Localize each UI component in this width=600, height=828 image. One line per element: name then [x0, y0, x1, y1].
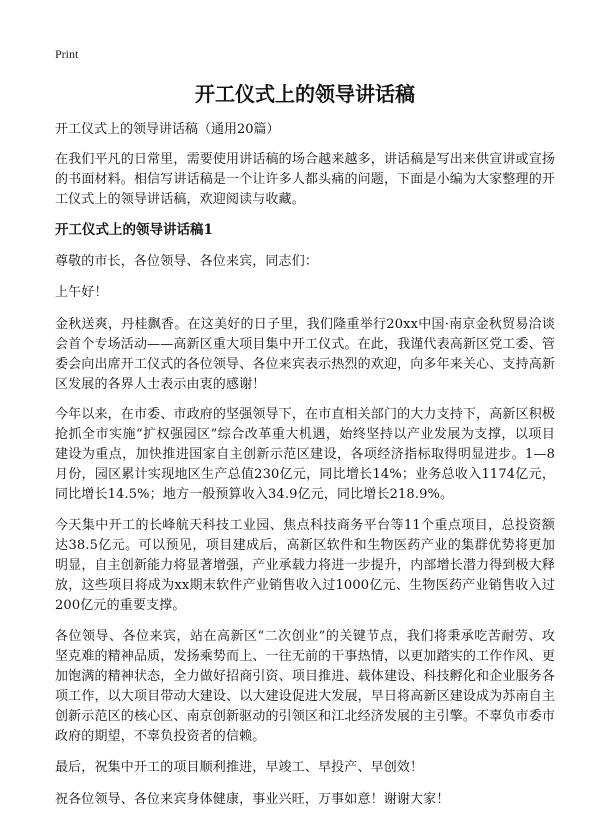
print-link[interactable]: Print	[55, 47, 79, 61]
body-paragraph-2: 今年以来，在市委、市政府的坚强领导下，在市直相关部门的大力支持下，高新区积极抢抓全市实施“扩权强园区”综合改革重大机遇，始终坚持以产业发展为支撑，以项目建设为重点，加快推进国家自主创新示范区建设，各项经济指标取得明显进步。1—8月份，园区累计实现地区生产总值230亿元，同比增长14%；业务总收入1174亿元，同比增长14.5%；地方一般预算收入34.9亿元，同比增长218.9%。	[55, 407, 555, 502]
intro-paragraph: 在我们平凡的日常里，需要使用讲话稿的场合越来越多，讲话稿是写出来供宣讲或宣扬的书面材料。相信写讲话稿是一个让许多人都头痛的问题，下面是小编为大家整理的开工仪式上的领导讲话稿，欢迎阅读与收藏。	[55, 152, 555, 207]
greeting: 上午好！	[55, 285, 108, 300]
document-subtitle: 开工仪式上的领导讲话稿（通用20篇）	[55, 122, 280, 137]
salutation: 尊敬的市长，各位领导、各位来宾，同志们：	[55, 254, 319, 269]
closing-wish: 最后，祝集中开工的项目顺利推进，早竣工、早投产、早创效！	[55, 760, 424, 775]
closing-thanks: 祝各位领导、各位来宾身体健康，事业兴旺，万事如意！谢谢大家！	[55, 792, 450, 807]
page-title: 开工仪式上的领导讲话稿	[195, 82, 415, 106]
body-paragraph-3: 今天集中开工的长峰航天科技工业园、焦点科技商务平台等11个重点项目，总投资额达38.5亿元。可以预见，项目建成后，高新区软件和生物医药产业的集群优势将更加明显，自主创新能力将显著增强，产业承载力将进一步提升，内部增长潜力得到极大释放，这些项目将成为xx期末软件产业销售收入过1000亿元、生物医药产业销售收入过200亿元的重要支撑。	[55, 518, 555, 613]
body-paragraph-1: 金秋送爽，丹桂飘香。在这美好的日子里，我们隆重举行20xx中国·南京金秋贸易洽谈会首个专场活动——高新区重大项目集中开工仪式。在此，我谨代表高新区党工委、管委会向出席开工仪式的各位领导、各位来宾表示热烈的欢迎，向多年来关心、支持高新区发展的各界人士表示由衷的感谢！	[55, 317, 555, 392]
document-body	[55, 120, 555, 821]
body-paragraph-4: 各位领导、各位来宾，站在高新区“二次创业”的关键节点，我们将秉承吃苦耐劳、攻坚克难的精神品质，发扬乘势而上、一往无前的干事热情，以更加踏实的工作作风、更加饱满的精神状态，全力做好招商引资、项目推进、载体建设、科技孵化和企业服务各项工作，以大项目带动大建设、以大建设促进大发展，早日将高新区建设成为苏南自主创新示范区的核心区、南京创新驱动的引领区和江北经济发展的主引擎。不辜负市委市政府的期望，不辜负投资者的信赖。	[55, 629, 555, 744]
section-heading: 开工仪式上的领导讲话稿1	[55, 222, 213, 238]
